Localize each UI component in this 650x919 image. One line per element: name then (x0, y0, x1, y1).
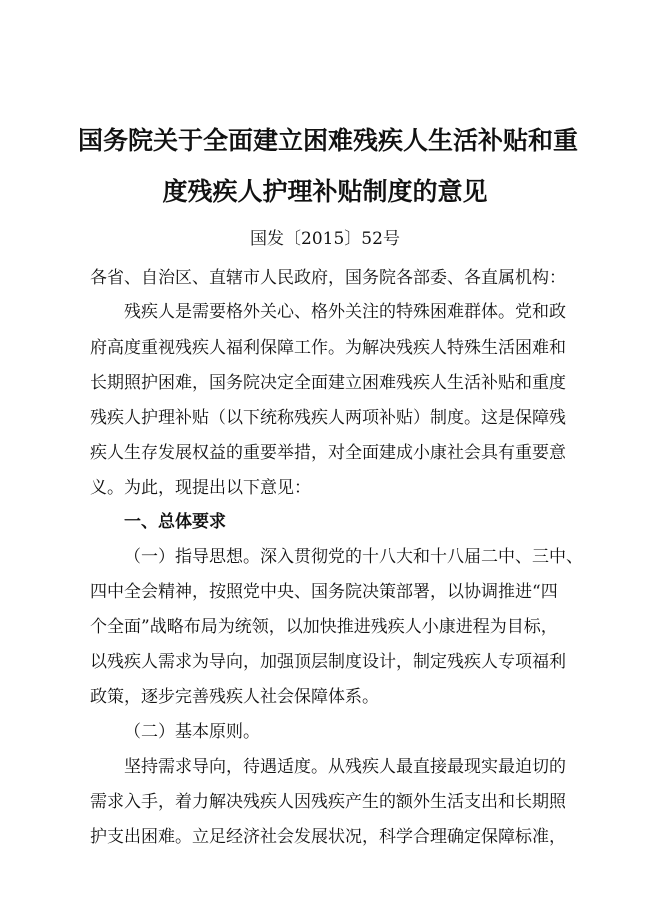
intro-line: 义。为此，现提出以下意见： (90, 478, 311, 498)
intro-line: 长期照护困难，国务院决定全面建立困难残疾人生活补贴和重度 (90, 373, 566, 393)
intro-line: 残疾人是需要格外关心、格外关注的特殊困难群体。党和政 (124, 302, 566, 322)
principle-line: 坚持需求导向，待遇适度。从残疾人最直接最现实最迫切的 (124, 757, 566, 777)
intro-line: 府高度重视残疾人福利保障工作。为解决残疾人特殊生活困难和 (90, 338, 566, 358)
document-number: 国发〔2015〕52号 (250, 229, 400, 249)
document-title-line-1: 国务院关于全面建立困难残疾人生活补贴和重 (78, 126, 579, 155)
guiding-line: 四中全会精神，按照党中央、国务院决策部署，以协调推进“四 (90, 582, 558, 602)
subsection-heading: （二）基本原则。 (124, 722, 260, 742)
intro-line: 疾人生存发展权益的重要举措，对全面建成小康社会具有重要意 (90, 443, 566, 463)
guiding-line: （一）指导思想。深入贯彻党的十八大和十八届二中、三中、 (124, 547, 583, 567)
principle-line: 护支出困难。立足经济社会发展状况，科学合理确定保障标准， (90, 827, 566, 847)
section-heading: 一、总体要求 (124, 512, 226, 532)
guiding-line: 个全面”战略布局为统领，以加快推进残疾人小康进程为目标， (90, 617, 558, 637)
intro-line: 残疾人护理补贴（以下统称残疾人两项补贴）制度。这是保障残 (90, 408, 566, 428)
principle-line: 需求入手，着力解决残疾人因残疾产生的额外生活支出和长期照 (90, 792, 566, 812)
guiding-line: 以残疾人需求为导向，加强顶层制度设计，制定残疾人专项福利 (90, 652, 566, 672)
guiding-line: 政策，逐步完善残疾人社会保障体系。 (90, 687, 379, 707)
document-title-line-2: 度残疾人护理补贴制度的意见 (162, 177, 488, 206)
addressee: 各省、自治区、直辖市人民政府，国务院各部委、各直属机构： (90, 268, 566, 288)
